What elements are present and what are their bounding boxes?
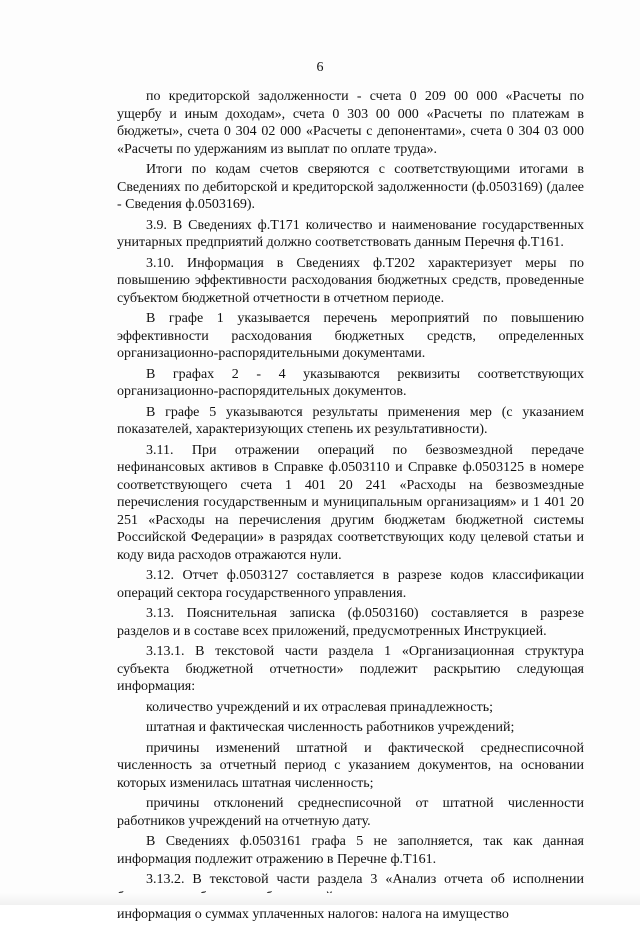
paragraph-3-12: 3.12. Отчет ф.0503127 составляется в разрезе кодов классификации операций сектора государственного управления. bbox=[117, 568, 584, 601]
paragraph-3-11: 3.11. При отражении операций по безвозмездной передаче нефинансовых активов в Справке ф.0503110 и Справке ф.0503125 в номере соответствующего счета 1 401 20 241 «Расходы на безвозмездные перечисления государственным и муниципальным организациям» и 1 401 20 251 «Расходы на перечисления другим бюджетам бюджетной системы Российской Федерации» в разрядах соответствующих коду целевой статьи и коду вида расходов отражаются нули. bbox=[117, 442, 584, 563]
paragraph-3-13-2: 3.13.2. В текстовой части раздела 3 «Анализ отчета об исполнении информация о суммах уплаченных налогов: налога на имущество bbox=[117, 872, 584, 922]
document-body bbox=[117, 88, 584, 927]
paragraph-grafa-1: В графе 1 указывается перечень мероприятий по повышению эффективности расходования бюджетных средств, определенных организационно-распорядительными документами. bbox=[117, 311, 584, 361]
paragraph-3-9: 3.9. В Сведениях ф.Т171 количество и наименование государственных унитарных предприятий должно соответствовать данным Перечня ф.Т161. bbox=[117, 217, 584, 250]
scan-bottom-edge bbox=[0, 893, 640, 905]
list-item-changes: причины изменений штатной и фактической среднесписочной численность за отчетный период с указанием документов, на основании которых изменилась штатная численность; bbox=[117, 740, 584, 791]
paragraph-3-13: 3.13. Пояснительная записка (ф.0503160) составляется в разрезе разделов и в составе всех приложений, предусмотренных Инструкцией. bbox=[117, 606, 584, 639]
paragraph-2: Итоги по кодам счетов сверяются с соответствующими итогами в Сведениях по дебиторской и кредиторской задолженности (ф.0503169) (далее - Сведения ф.0503169). bbox=[117, 162, 584, 212]
list-item-staff: штатная и фактическая численность работников учреждений; bbox=[146, 720, 515, 735]
paragraph-3-10: 3.10. Информация в Сведениях ф.Т202 характеризует меры по повышению эффективности расходования бюджетных средств, проведенные субъектом бюджетной отчетности в отчетном периоде. bbox=[117, 255, 584, 306]
paragraph-grafy-2-4: В графах 2 - 4 указываются реквизиты соответствующих организационно-распорядительных документов. bbox=[117, 366, 584, 399]
page-number: 6 bbox=[316, 60, 324, 75]
paragraph-grafa-5: В графе 5 указываются результаты применения мер (с указанием показателей, характеризующих степень их результативности). bbox=[117, 404, 584, 437]
paragraph-0503161: В Сведениях ф.0503161 графа 5 не заполняется, так как данная информация подлежит отражению в Перечне ф.Т161. bbox=[117, 834, 584, 867]
list-item-deviations: причины отклонений среднесписочной от штатной численности работников учреждений на отчетную дату. bbox=[117, 796, 584, 829]
list-item-count: количество учреждений и их отраслевая принадлежность; bbox=[146, 699, 494, 715]
paragraph-3-13-1: 3.13.1. В текстовой части раздела 1 «Организационная структура субъекта бюджетной отчетности» подлежит раскрытию следующая информация: bbox=[117, 644, 584, 694]
paragraph-1: по кредиторской задолженности - счета 0 209 00 000 «Расчеты по ущербу и иным доходам», счета 0 303 00 000 «Расчеты по платежам в бюджеты», счета 0 304 02 000 «Расчеты с депонентами», счета 0 304 03 000 «Расчеты по удержаниям из выплат по оплате труда». bbox=[117, 89, 584, 157]
